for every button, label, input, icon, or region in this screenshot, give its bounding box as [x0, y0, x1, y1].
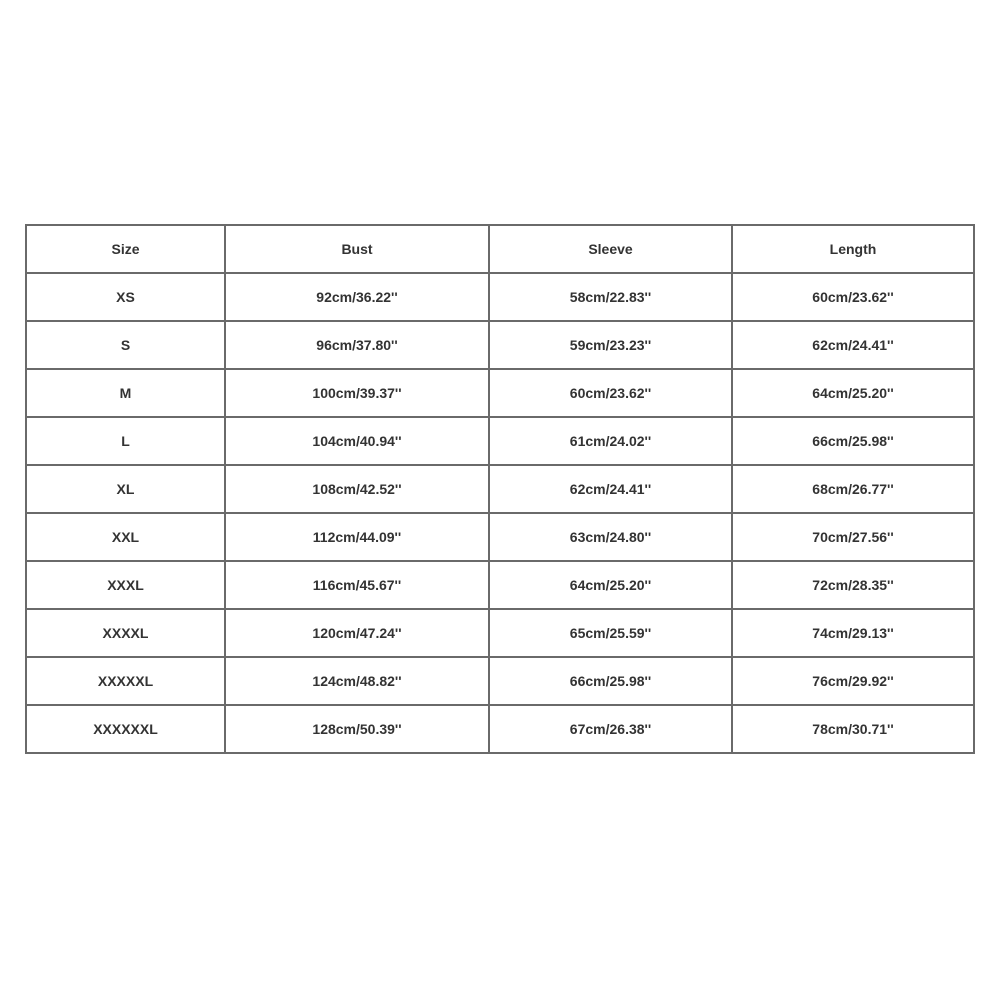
table-row	[26, 465, 974, 513]
bust-cell: 120cm/47.24''	[225, 609, 489, 657]
table-row	[26, 561, 974, 609]
size-cell: XXXXL	[26, 609, 225, 657]
size-cell: XXXXXL	[26, 657, 225, 705]
sleeve-cell: 67cm/26.38''	[489, 705, 732, 753]
sleeve-cell: 59cm/23.23''	[489, 321, 732, 369]
table-row	[26, 513, 974, 561]
size-cell: XL	[26, 465, 225, 513]
size-cell: S	[26, 321, 225, 369]
table-row	[26, 657, 974, 705]
header-row	[26, 225, 974, 273]
bust-cell: 112cm/44.09''	[225, 513, 489, 561]
table-row	[26, 609, 974, 657]
header-size: Size	[26, 225, 225, 273]
table-row	[26, 369, 974, 417]
bust-cell: 100cm/39.37''	[225, 369, 489, 417]
length-cell: 78cm/30.71''	[732, 705, 974, 753]
bust-cell: 128cm/50.39''	[225, 705, 489, 753]
bust-cell: 104cm/40.94''	[225, 417, 489, 465]
header-length: Length	[732, 225, 974, 273]
sleeve-cell: 66cm/25.98''	[489, 657, 732, 705]
sleeve-cell: 63cm/24.80''	[489, 513, 732, 561]
length-cell: 66cm/25.98''	[732, 417, 974, 465]
bust-cell: 96cm/37.80''	[225, 321, 489, 369]
length-cell: 64cm/25.20''	[732, 369, 974, 417]
bust-cell: 108cm/42.52''	[225, 465, 489, 513]
length-cell: 76cm/29.92''	[732, 657, 974, 705]
sleeve-cell: 62cm/24.41''	[489, 465, 732, 513]
sleeve-cell: 58cm/22.83''	[489, 273, 732, 321]
length-cell: 74cm/29.13''	[732, 609, 974, 657]
length-cell: 68cm/26.77''	[732, 465, 974, 513]
length-cell: 60cm/23.62''	[732, 273, 974, 321]
sleeve-cell: 60cm/23.62''	[489, 369, 732, 417]
size-cell: XXL	[26, 513, 225, 561]
length-cell: 70cm/27.56''	[732, 513, 974, 561]
length-cell: 72cm/28.35''	[732, 561, 974, 609]
table-header	[26, 225, 974, 273]
bust-cell: 124cm/48.82''	[225, 657, 489, 705]
size-cell: XXXL	[26, 561, 225, 609]
header-sleeve: Sleeve	[489, 225, 732, 273]
header-bust: Bust	[225, 225, 489, 273]
table-row	[26, 705, 974, 753]
table-row	[26, 417, 974, 465]
size-cell: XXXXXXL	[26, 705, 225, 753]
sleeve-cell: 61cm/24.02''	[489, 417, 732, 465]
size-chart-table	[25, 224, 975, 754]
table-body	[26, 273, 974, 753]
table-row	[26, 273, 974, 321]
table-row	[26, 321, 974, 369]
sleeve-cell: 65cm/25.59''	[489, 609, 732, 657]
bust-cell: 116cm/45.67''	[225, 561, 489, 609]
bust-cell: 92cm/36.22''	[225, 273, 489, 321]
sleeve-cell: 64cm/25.20''	[489, 561, 732, 609]
size-cell: M	[26, 369, 225, 417]
size-cell: XS	[26, 273, 225, 321]
length-cell: 62cm/24.41''	[732, 321, 974, 369]
size-cell: L	[26, 417, 225, 465]
